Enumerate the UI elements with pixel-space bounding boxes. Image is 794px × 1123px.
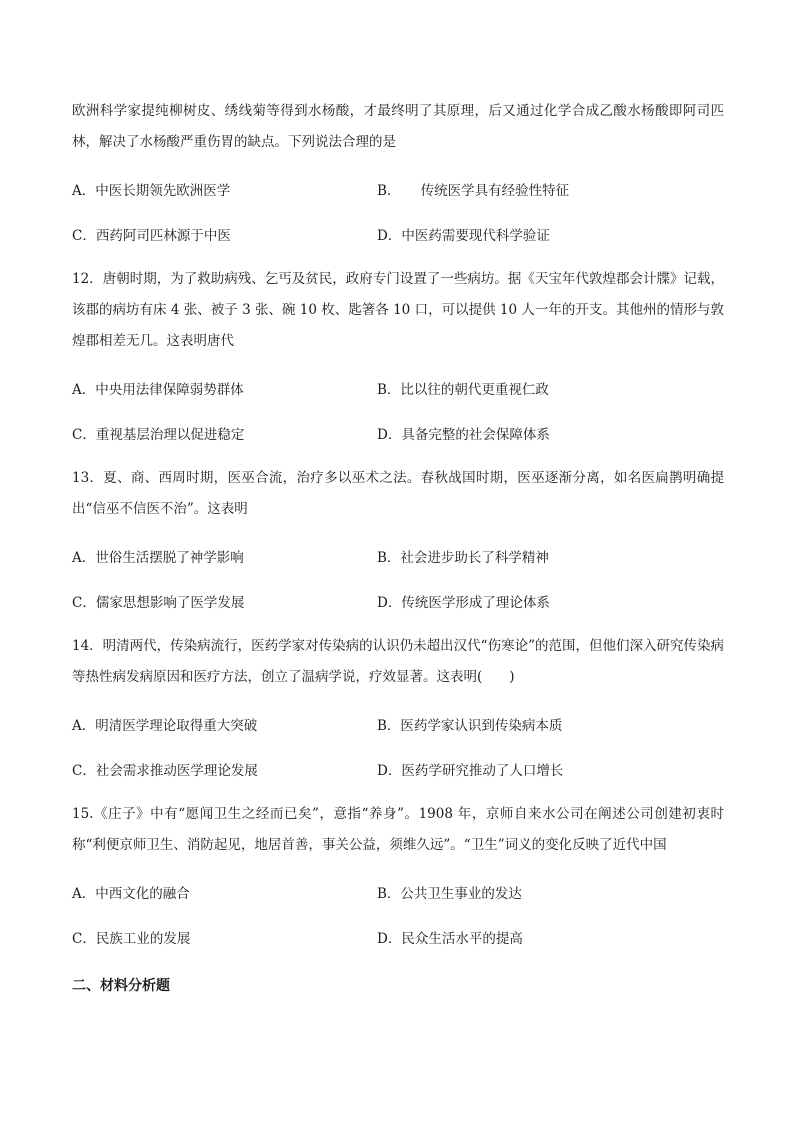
option-b: B．医药学家认识到传染病本质 xyxy=(377,718,563,734)
option-c: C．民族工业的发展 xyxy=(72,931,191,947)
option-c: C．重视基层治理以促进稳定 xyxy=(72,427,245,443)
option-d: D．医药学研究推动了人口增长 xyxy=(377,763,564,779)
option-a: A．世俗生活摆脱了神学影响 xyxy=(72,550,244,566)
options-grid xyxy=(72,543,724,619)
option-d: D．传统医学形成了理论体系 xyxy=(377,595,550,611)
question-14 xyxy=(72,631,724,787)
option-b: B．社会进步助长了科学精神 xyxy=(377,550,549,566)
exam-page xyxy=(72,96,724,1002)
option-b: B． 传统医学具有经验性特征 xyxy=(377,183,570,199)
option-a: A．中央用法律保障弱势群体 xyxy=(72,382,244,398)
question-13 xyxy=(72,463,724,619)
option-b: B．公共卫生事业的发达 xyxy=(377,886,522,902)
option-c: C．西药阿司匹林源于中医 xyxy=(72,228,231,244)
options-grid xyxy=(72,176,724,252)
option-c: C．社会需求推动医学理论发展 xyxy=(72,763,258,779)
section-title: 二、材料分析题 xyxy=(72,978,170,994)
question-12 xyxy=(72,264,724,451)
question-stem: 欧洲科学家提纯柳树皮、绣线菊等得到水杨酸，才最终明了其原理，后又通过化学合成乙酸水杨酸即阿司匹林，解决了水杨酸严重伤胃的缺点。下列说法合理的是 xyxy=(72,103,724,150)
question-stem: 13．夏、商、西周时期，医巫合流，治疗多以巫术之法。春秋战国时期，医巫逐渐分离，如名医扁鹊明确提出“信巫不信医不治”。这表明 xyxy=(72,470,724,517)
option-c: C．儒家思想影响了医学发展 xyxy=(72,595,245,611)
question-15 xyxy=(72,799,724,955)
option-a: A．中医长期领先欧洲医学 xyxy=(72,183,231,199)
options-grid xyxy=(72,711,724,787)
option-d: D．中医药需要现代科学验证 xyxy=(377,228,550,244)
option-d: D．具备完整的社会保障体系 xyxy=(377,427,550,443)
question-stem: 14．明清两代，传染病流行，医药学家对传染病的认识仍未超出汉代“伤寒论”的范围，但他们深入研究传染病等热性病发病原因和医疗方法，创立了温病学说，疗效显著。这表明( ) xyxy=(72,638,724,685)
option-a: A．明清医学理论取得重大突破 xyxy=(72,718,258,734)
option-b: B．比以往的朝代更重视仁政 xyxy=(377,382,549,398)
option-d: D．民众生活水平的提高 xyxy=(377,931,523,947)
question-11 xyxy=(72,96,724,252)
options-grid xyxy=(72,879,724,955)
question-stem: 15.《庄子》中有“愿闻卫生之经而已矣”，意指“养身”。1908 年，京师自来水公司在阐述公司创建初衷时称“利便京师卫生、消防起见，地居首善，事关公益，须维久远”。“卫生”词义的变化反映了近代中国 xyxy=(72,806,724,853)
question-stem: 12．唐朝时期，为了救助病残、乞丐及贫民，政府专门设置了一些病坊。据《天宝年代敦煌郡会计牒》记载，该郡的病坊有床 4 张、被子 3 张、碗 10 枚、匙箸各 10 口，可以提供 10 人一年的开支。其他州的情形与敦煌郡相差无几。这表明唐代 xyxy=(72,271,724,349)
options-grid xyxy=(72,375,724,451)
option-a: A．中西文化的融合 xyxy=(72,886,190,902)
